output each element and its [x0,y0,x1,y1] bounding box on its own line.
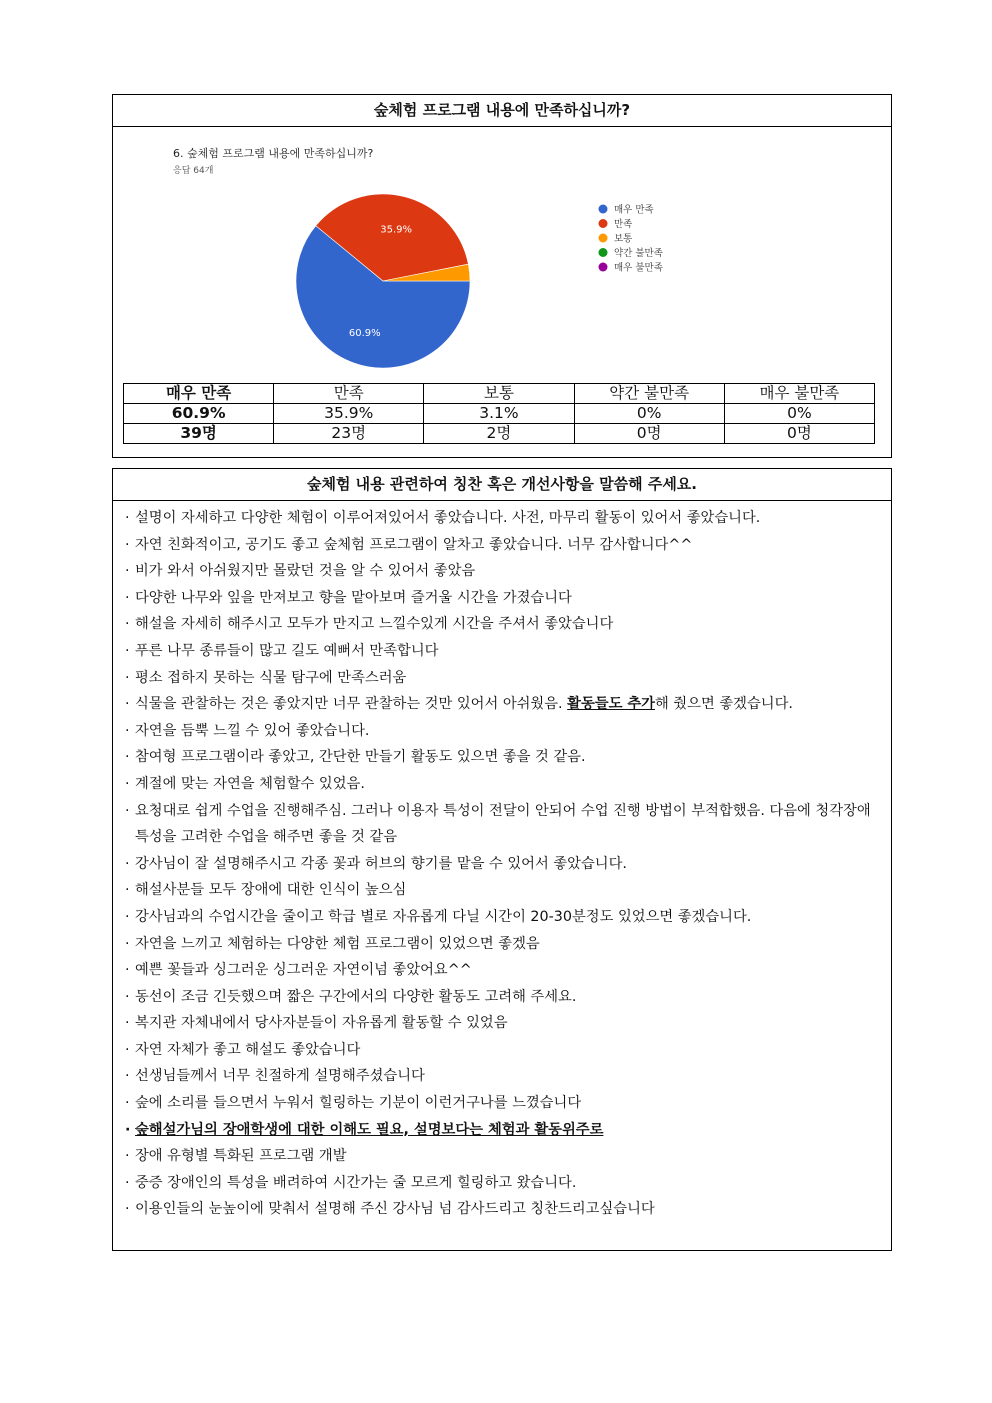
table-cell: 0명 [574,424,724,444]
table-header-cell: 만족 [274,384,424,404]
table-cell: 3.1% [424,404,574,424]
bullet: · [125,1015,130,1032]
feedback-item: · 장애 유형별 특화된 프로그램 개발 [125,1143,885,1170]
bullet: · [125,642,130,659]
pie-data-label: 35.9% [380,224,413,236]
feedback-item: · 푸른 나무 종류들이 많고 길도 예뻐서 만족합니다 [125,638,885,665]
feedback-item: · 식물을 관찰하는 것은 좋았지만 너무 관찰하는 것만 있어서 아쉬웠음. 활동들도 추가해 줬으면 좋겠습니다. [125,691,885,718]
chart-legend [599,204,663,274]
feedback-item: · 선생님들께서 너무 친절하게 설명해주셨습니다 [125,1063,885,1090]
bullet: · [125,1174,130,1191]
feedback-item: · 다양한 나무와 잎을 만져보고 향을 맡아보며 즐거울 시간을 가졌습니다 [125,585,885,612]
feedback-item: · 중증 장애인의 특성을 배려하여 시간가는 줄 모르게 힐링하고 왔습니다. [125,1170,885,1197]
table-percent-row [124,404,875,424]
feedback-item: · 해설을 자세히 해주시고 모두가 만지고 느낄수있게 시간을 주셔서 좋았습니다 [125,611,885,638]
bullet: · [125,749,130,766]
legend-label: 만족 [614,219,633,230]
legend-label: 보통 [614,233,633,245]
table-cell: 35.9% [274,404,424,424]
feedback-item: · 숲에 소리를 들으면서 누워서 힐링하는 기분이 이런거구나를 느꼈습니다 [125,1090,885,1117]
feedback-item: · 자연 자체가 좋고 해설도 좋았습니다 [125,1037,885,1064]
legend-marker [599,263,608,272]
bullet: · [125,908,130,925]
legend-marker [599,248,608,257]
table-header-cell: 보통 [424,384,574,404]
feedback-item: · 자연 친화적이고, 공기도 좋고 숲체험 프로그램이 알차고 좋았습니다. 너무 감사합니다^^ [125,532,885,559]
chart-subtitle: 응답 64개 [173,166,214,176]
table-count-row [124,424,875,444]
bullet: · [125,988,130,1005]
legend-label: 약간 불만족 [614,248,663,259]
feedback-item: · 설명이 자세하고 다양한 체험이 이루어져있어서 좋았습니다. 사전, 마무리 활동이 있어서 좋았습니다. [125,505,885,532]
feedback-item: · 계절에 맞는 자연을 체험할수 있었음. [125,771,885,798]
feedback-item: · 복지관 자체내에서 당사자분들이 자유롭게 활동할 수 있었음 [125,1010,885,1037]
bullet: · [125,1068,130,1085]
section-title: 숲체험 내용 관련하여 칭찬 혹은 개선사항을 말씀해 주세요. [113,469,891,501]
pie-slices [296,194,470,368]
feedback-item: · 참여형 프로그램이라 좋았고, 간단한 만들기 활동도 있으면 좋을 것 같음. [125,744,885,771]
table-cell: 23명 [274,424,424,444]
feedback-item: · 비가 와서 아쉬웠지만 몰랐던 것을 알 수 있어서 좋았음 [125,558,885,585]
bullet: · [125,1041,130,1058]
legend-label: 매우 불만족 [614,262,663,274]
bullet: · [125,722,130,739]
feedback-item: · 이용인들의 눈높이에 맞춰서 설명해 주신 강사님 넘 감사드리고 칭찬드리고싶습니다 [125,1196,885,1223]
table-cell: 0% [574,404,724,424]
bullet: · [125,935,130,952]
bullet: · [125,882,130,899]
table-header-cell: 약간 불만족 [574,384,724,404]
table-cell: 60.9% [124,404,274,424]
feedback-item: · 요청대로 쉽게 수업을 진행해주심. 그러나 이용자 특성이 전달이 안되어 수업 진행 방법이 부적합했음. 다음에 청각장애 특성을 고려한 수업을 해주면 좋을 것 같음 [125,798,885,851]
bullet: · [125,775,130,792]
legend-marker [599,234,608,243]
table-cell: 39명 [124,424,274,444]
feedback-item: · 자연을 느끼고 체험하는 다양한 체험 프로그램이 있었으면 좋겠음 [125,931,885,958]
feedback-item: · 해설사분들 모두 장애에 대한 인식이 높으심 [125,877,885,904]
bullet: · [125,563,130,580]
highlighted-text: 활동들도 추가 [567,696,655,713]
table-header-cell: 매우 만족 [124,384,274,404]
pie-data-label: 60.9% [348,327,381,339]
table-cell: 0% [724,404,874,424]
bullet: · [125,962,130,979]
bullet: · [125,802,130,819]
bullet: · [125,1095,130,1112]
bullet: · [125,1148,130,1165]
bullet: · [125,589,130,606]
table-cell: 2명 [424,424,574,444]
feedback-list [113,501,891,1223]
feedback-item: · 강사님이 잘 설명해주시고 각종 꽃과 허브의 향기를 맡을 수 있어서 좋았습니다. [125,851,885,878]
bullet: · [125,669,130,686]
satisfaction-section [112,94,892,458]
feedback-item: · 평소 접하지 못하는 식물 탐구에 만족스러움 [125,665,885,692]
legend-marker [599,205,608,214]
bullet: · [125,616,130,633]
bullet: · [125,696,130,713]
feedback-item: · 강사님과의 수업시간을 줄이고 학급 별로 자유롭게 다닐 시간이 20-30분정도 있었으면 좋겠습니다. [125,904,885,931]
bullet: · [125,1121,131,1138]
legend-label: 매우 만족 [614,204,654,216]
bullet: · [125,1201,130,1218]
chart-title: 6. 숲체험 프로그램 내용에 만족하십니까? [173,147,374,160]
bullet: · [125,510,130,526]
bullet: · [125,536,130,553]
table-header-cell: 매우 불만족 [724,384,874,404]
feedback-item: · 숲해설가님의 장애학생에 대한 이해도 필요, 설명보다는 체험과 활동위주로 [125,1117,885,1144]
feedback-item: · 자연을 듬뿍 느낄 수 있어 좋았습니다. [125,718,885,745]
bullet: · [125,855,130,872]
pie-chart [113,127,891,379]
section-title: 숲체험 프로그램 내용에 만족하십니까? [113,95,891,127]
legend-marker [599,219,608,228]
feedback-item: · 동선이 조금 긴듯했으며 짧은 구간에서의 다양한 활동도 고려해 주세요. [125,984,885,1011]
table-cell: 0명 [724,424,874,444]
stats-table [123,383,875,444]
feedback-item: · 예쁜 꽃들과 싱그러운 싱그러운 자연이넘 좋았어요^^ [125,957,885,984]
table-header-row [124,384,875,404]
feedback-section [112,468,892,1251]
